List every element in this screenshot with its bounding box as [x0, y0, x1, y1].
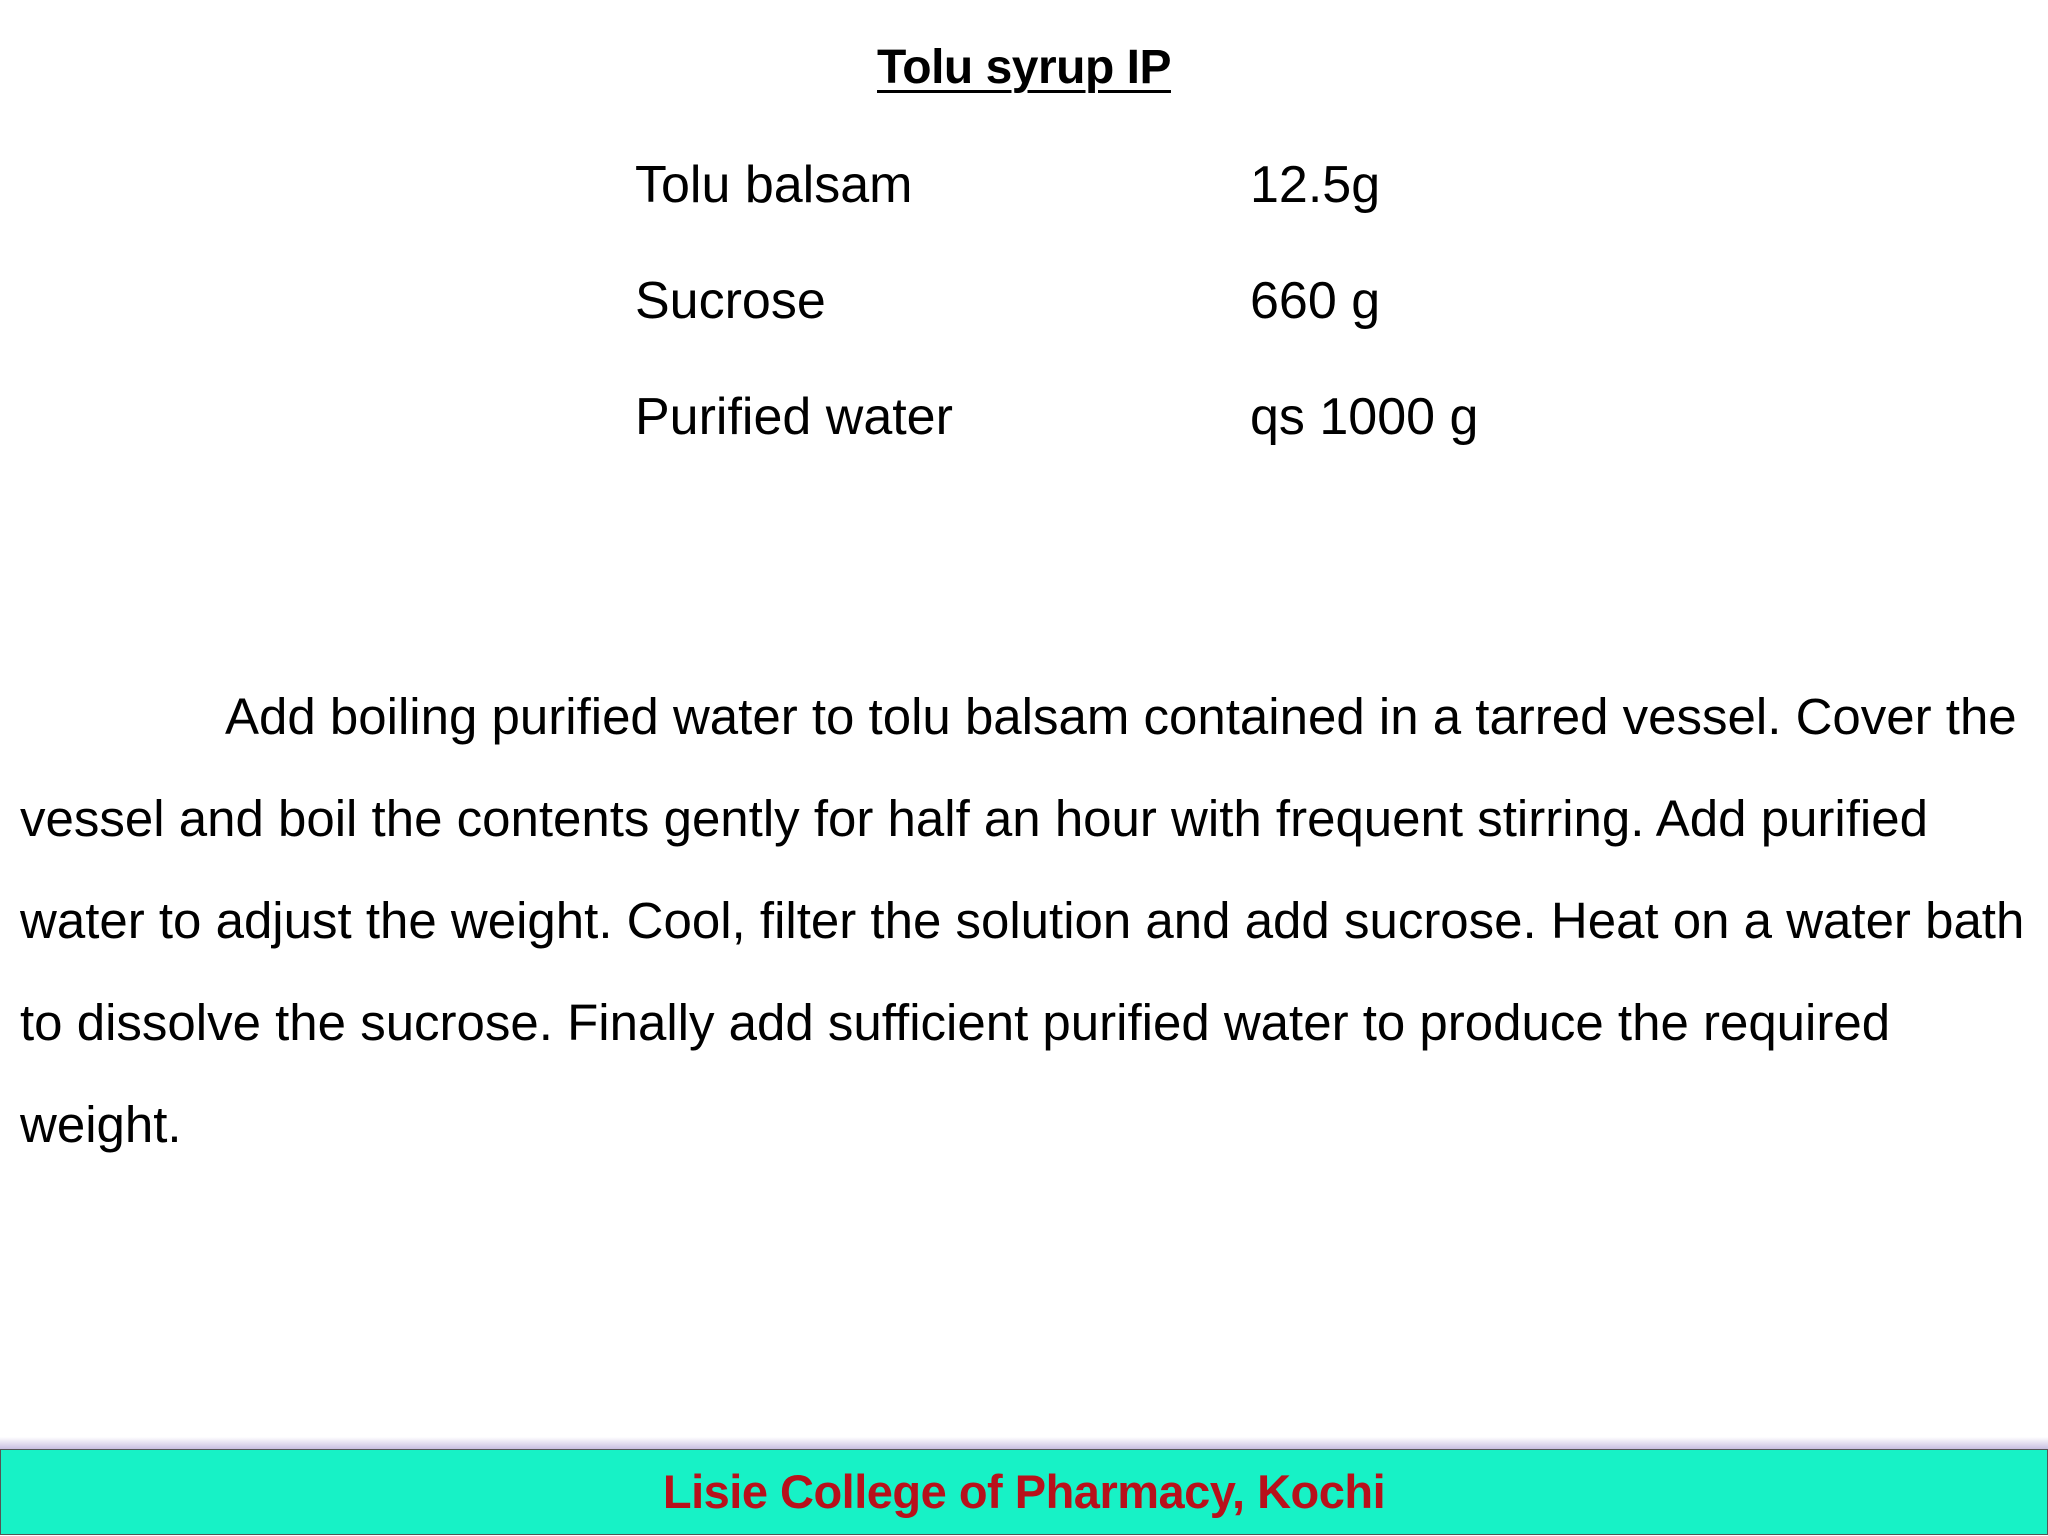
slide-title: Tolu syrup IP: [877, 41, 1171, 94]
ingredient-list: [635, 150, 1535, 498]
footer-divider: [0, 1437, 2048, 1449]
ingredient-name: Tolu balsam: [635, 156, 913, 214]
procedure-paragraph: Add boiling purified water to tolu balsam contained in a tarred vessel. Cover the vessel and boil the contents gently for half an hour with frequent stirring. Add purified water to adjust the weight. Cool, filter the solution and add sucrose. Heat on a water bath to dissolve the sucrose. Finally add sufficient purified water to produce the required weight.: [20, 688, 2025, 1153]
ingredient-name: Purified water: [635, 388, 953, 446]
ingredient-quantity: 12.5g: [1250, 156, 1381, 214]
ingredient-quantity: qs 1000 g: [1250, 388, 1479, 446]
footer-college-name: Lisie College of Pharmacy, Kochi: [662, 1465, 1386, 1518]
ingredient-row: [635, 150, 1535, 266]
ingredient-quantity: 660 g: [1250, 272, 1381, 330]
ingredient-row: [635, 266, 1535, 382]
footer-bar: [0, 1449, 2048, 1535]
ingredient-row: [635, 382, 1535, 498]
ingredient-name: Sucrose: [635, 272, 826, 330]
